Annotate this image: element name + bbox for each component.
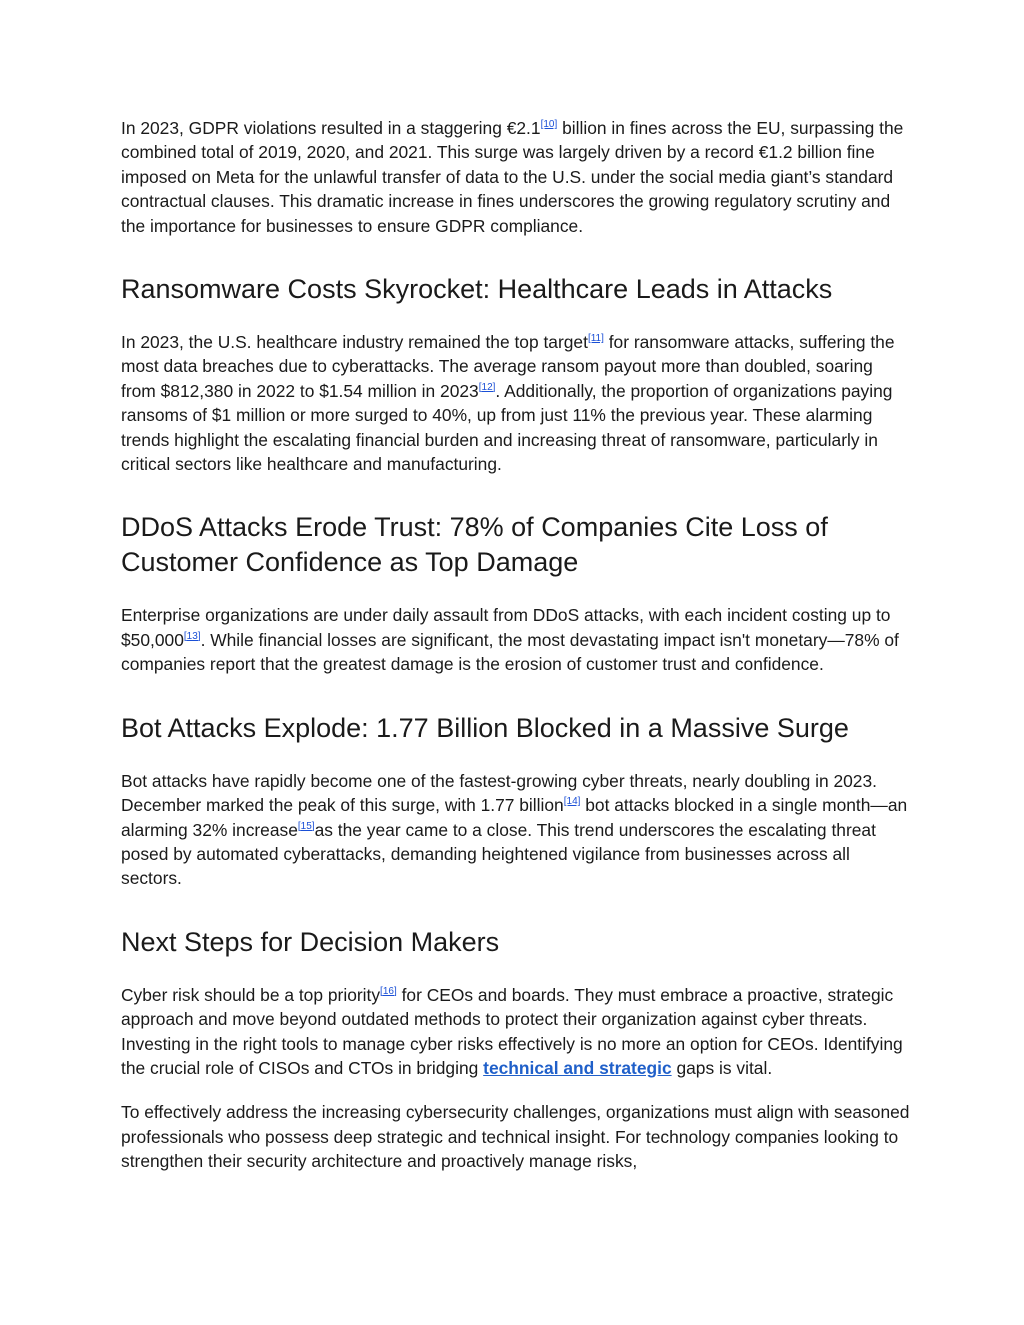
footnote-ref-15[interactable]: [15] xyxy=(297,820,315,832)
footnote-ref-13[interactable]: [13] xyxy=(183,630,201,642)
footnote-ref-16[interactable]: [16] xyxy=(380,985,397,997)
footnote-ref-11[interactable]: [11] xyxy=(587,333,604,345)
next-text-b: for CEOs and boards. They must embrace a proactive, strategic approach and move beyond outdated methods to protect their organization against cyber threats. Investing in the right tools to manage cyber risks effectively is no more an option for CEOs. Identifying the crucial role of CISOs and CTOs in bridging xyxy=(121,984,903,1078)
ddos-text-a: Enterprise organizations are under daily assault from DDoS attacks, with each incident costing up to $50,000 xyxy=(121,605,891,650)
bot-text-b: bot attacks blocked in a single month—an alarming 32% increase xyxy=(121,795,908,840)
document-page xyxy=(121,116,911,1174)
next-text-a: Cyber risk should be a top priority xyxy=(121,984,381,1005)
heading-ddos: DDoS Attacks Erode Trust: 78% of Companies Cite Loss of Customer Confidence as Top Damage xyxy=(121,512,828,578)
heading-ransomware: Ransomware Costs Skyrocket: Healthcare Leads in Attacks xyxy=(121,274,833,305)
ransom-text-b: for ransomware attacks, suffering the most data breaches due to cyberattacks. The average ransom payout more than doubled, soaring from $812,380 in 2022 to $1.54 million in 2023 xyxy=(121,332,895,401)
heading-next-steps: Next Steps for Decision Makers xyxy=(121,926,500,957)
paragraph-next-steps xyxy=(121,983,911,1081)
paragraph-ransomware xyxy=(121,330,911,476)
ddos-text-b: . While financial losses are significant, the most devastating impact isn't monetary—78% of companies report that the greatest damage is the erosion of customer trust and confidence. xyxy=(121,629,899,675)
footnote-ref-10[interactable]: [10] xyxy=(540,119,558,130)
bot-text-c: as the year came to a close. This trend underscores the escalating threat posed by automated cyberattacks, demanding heightened vigilance from businesses across all sectors. xyxy=(121,819,876,889)
footnote-ref-12[interactable]: [12] xyxy=(478,381,496,393)
technical-and-strategic-link[interactable]: technical and strategic xyxy=(483,1057,672,1078)
paragraph-bot-attacks xyxy=(121,769,911,891)
bot-text-a: Bot attacks have rapidly become one of the fastest-growing cyber threats, nearly doubling in 2023. December marked the peak of this surge, with 1.77 billion xyxy=(121,770,877,816)
paragraph-ddos xyxy=(121,603,911,676)
next-text-c: gaps is vital. xyxy=(671,1057,773,1078)
paragraph-gdpr-fines xyxy=(121,116,911,238)
paragraph-closing: To effectively address the increasing cybersecurity challenges, organizations must align with seasoned professionals who possess deep strategic and technical insight. For technology companies looking to strengthen their security architecture and proactively manage risks, xyxy=(121,1102,910,1172)
gdpr-text-a: In 2023, GDPR violations resulted in a staggering €2.1 xyxy=(121,118,541,138)
ransom-text-a: In 2023, the U.S. healthcare industry remained the top target xyxy=(121,332,588,353)
ransom-text-c: . Additionally, the proportion of organizations paying ransoms of $1 million or more surged to 40%, up from just 11% the previous year. These alarming trends highlight the escalating financial burden and increasing threat of ransomware, particularly in critical sectors like healthcare and manufacturing. xyxy=(121,380,893,475)
gdpr-text-b: billion in fines across the EU, surpassing the combined total of 2019, 2020, and 2021. This surge was largely driven by a record €1.2 billion fine imposed on Meta for the unlawful transfer of data to the U.S. under the social media giant’s standard contractual clauses. This dramatic increase in fines underscores the growing regulatory scrutiny and the importance for businesses to ensure GDPR compliance. xyxy=(121,118,904,236)
heading-bot-attacks: Bot Attacks Explode: 1.77 Billion Blocked in a Massive Surge xyxy=(121,712,849,743)
footnote-ref-14[interactable]: [14] xyxy=(563,796,581,808)
